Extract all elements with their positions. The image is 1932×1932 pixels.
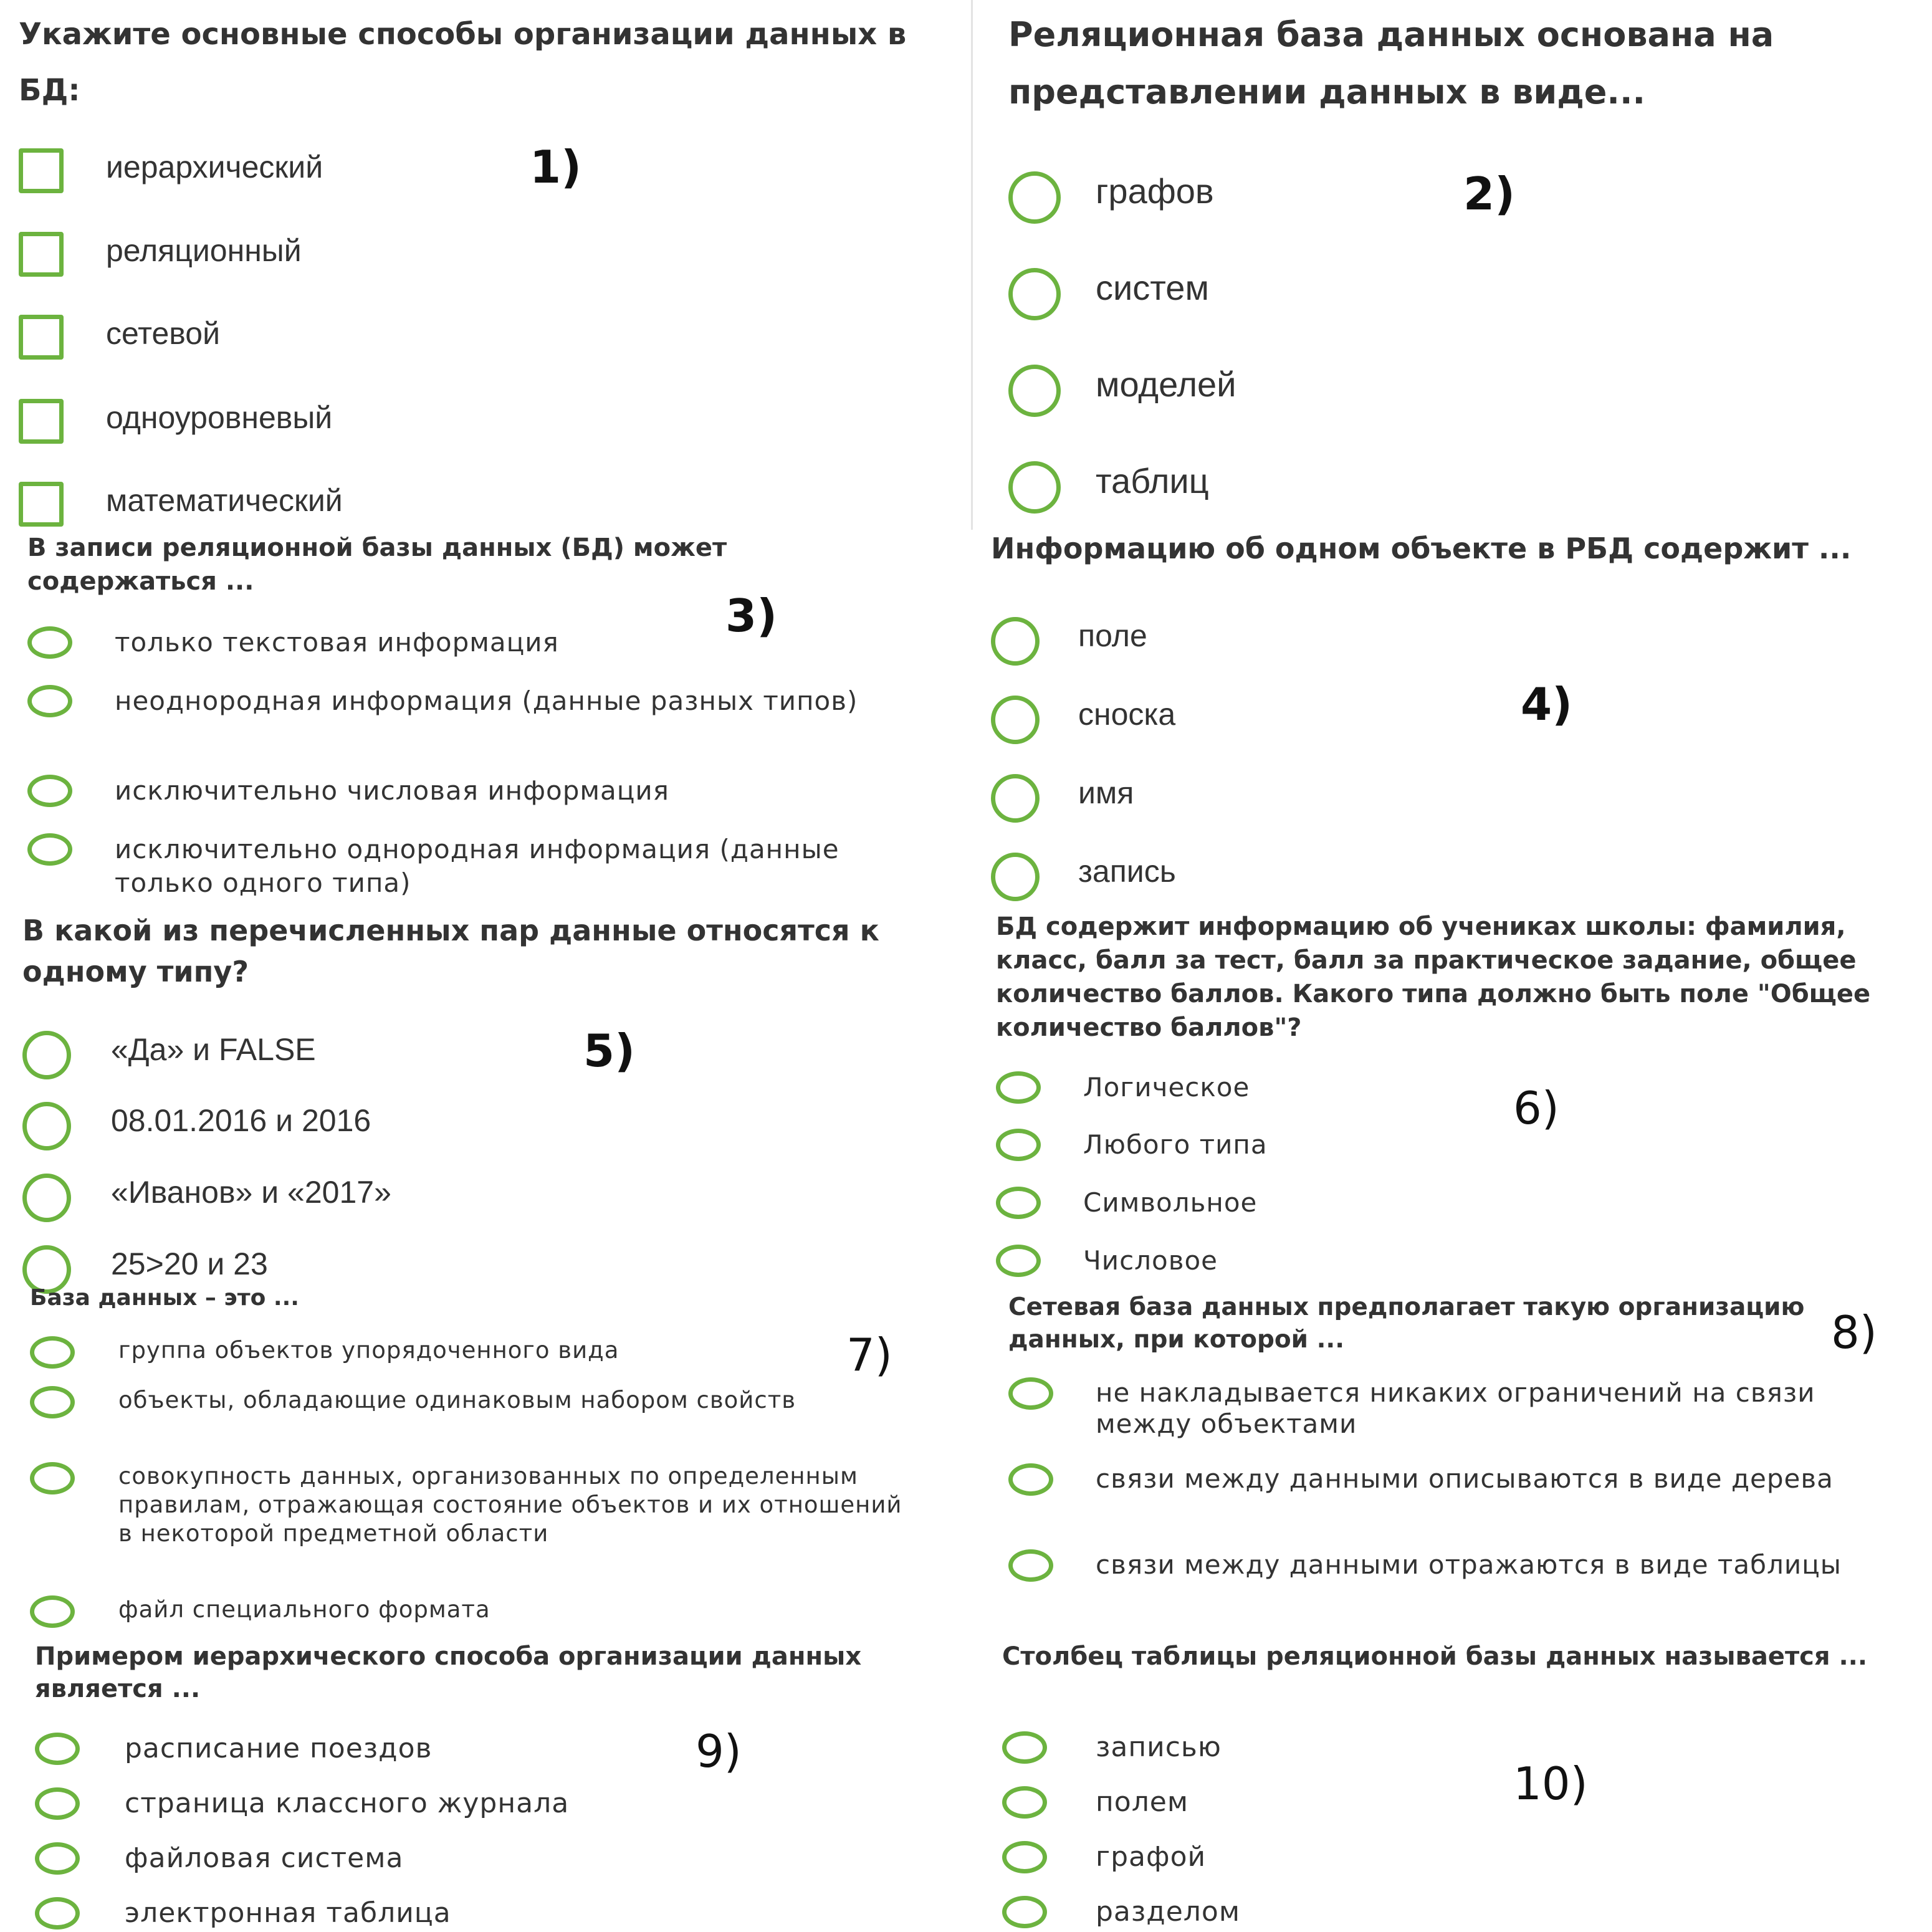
question-number: 4) xyxy=(1521,678,1573,730)
answer-option-2[interactable] xyxy=(27,684,912,718)
question-7 xyxy=(30,1284,927,1683)
answer-option-label: объекты, обладающие одинаковым набором свойств xyxy=(118,1387,796,1413)
checkbox-icon[interactable] xyxy=(19,315,64,360)
question-number: 7) xyxy=(846,1329,892,1381)
radio-button-icon[interactable] xyxy=(1008,1377,1053,1410)
column-divider xyxy=(971,0,973,530)
radio-button-icon[interactable] xyxy=(1008,461,1061,514)
question-9 xyxy=(35,1640,932,1932)
radio-button-icon[interactable] xyxy=(991,696,1040,744)
answer-option-label: иерархический xyxy=(106,150,323,184)
answer-option-label: файловая система xyxy=(125,1842,404,1874)
answer-option-label: исключительно однородная информация (данные только одного типа) xyxy=(115,834,839,898)
question-text: Реляционная база данных основана на представлении данных в виде... xyxy=(1008,15,1774,112)
answer-option-4[interactable] xyxy=(35,1897,920,1930)
answer-option-4[interactable] xyxy=(30,1595,915,1628)
question-text: В какой из перечисленных пар данные относятся к одному типу? xyxy=(22,914,879,988)
radio-button-icon[interactable] xyxy=(30,1386,75,1418)
question-2 xyxy=(1008,6,1906,548)
radio-button-icon[interactable] xyxy=(22,1174,71,1222)
answer-option-label: связи между данными отражаются в виде таблицы xyxy=(1096,1549,1842,1580)
answer-option-label: «Да» и FALSE xyxy=(111,1032,316,1067)
answer-option-3[interactable] xyxy=(991,774,1901,823)
question-text: База данных – это ... xyxy=(30,1285,299,1311)
answer-option-label: 08.01.2016 и 2016 xyxy=(111,1103,371,1138)
answer-option-label: сноска xyxy=(1078,697,1176,732)
checkbox-icon[interactable] xyxy=(19,148,64,193)
answer-option-3[interactable] xyxy=(35,1842,920,1875)
radio-button-icon[interactable] xyxy=(991,774,1040,823)
answer-option-label: графов xyxy=(1096,171,1214,211)
answer-option-label: поле xyxy=(1078,618,1147,653)
radio-button-icon[interactable] xyxy=(991,853,1040,901)
answer-option-2[interactable] xyxy=(22,1102,926,1150)
answer-option-label: сетевой xyxy=(106,316,221,351)
answer-option-label: «Иванов» и «2017» xyxy=(111,1175,391,1210)
radio-button-icon[interactable] xyxy=(27,833,72,866)
question-number: 2) xyxy=(1463,168,1516,220)
answer-option-label: 25>20 и 23 xyxy=(111,1246,268,1281)
answer-option-2[interactable] xyxy=(1008,268,1893,320)
answer-option-3[interactable] xyxy=(19,315,916,360)
answer-option-1[interactable] xyxy=(27,626,912,659)
answer-option-5[interactable] xyxy=(19,482,916,527)
radio-button-icon[interactable] xyxy=(30,1462,75,1494)
answer-option-1[interactable] xyxy=(996,1071,1906,1104)
radio-button-icon[interactable] xyxy=(1002,1731,1047,1764)
answer-option-3[interactable] xyxy=(22,1174,926,1222)
question-8 xyxy=(1008,1291,1906,1637)
answer-option-label: Символьное xyxy=(1083,1187,1258,1218)
answer-option-4[interactable] xyxy=(1008,461,1893,514)
question-number: 3) xyxy=(725,590,778,642)
answer-option-label: одноуровневый xyxy=(106,400,333,435)
question-text: Столбец таблицы реляционной базы данных называется ... xyxy=(1002,1642,1868,1671)
radio-button-icon[interactable] xyxy=(996,1071,1041,1104)
answer-option-1[interactable] xyxy=(19,148,916,193)
radio-button-icon[interactable] xyxy=(1002,1841,1047,1873)
answer-option-label: моделей xyxy=(1096,365,1236,404)
question-5 xyxy=(22,910,939,1332)
radio-button-icon[interactable] xyxy=(1008,1549,1053,1582)
radio-button-icon[interactable] xyxy=(1002,1786,1047,1819)
checkbox-icon[interactable] xyxy=(19,232,64,277)
answer-option-4[interactable] xyxy=(996,1244,1906,1278)
radio-button-icon[interactable] xyxy=(35,1842,80,1875)
answer-option-3[interactable] xyxy=(1008,365,1893,417)
question-text: В записи реляционной базы данных (БД) может содержаться ... xyxy=(27,533,727,596)
question-1 xyxy=(19,6,929,569)
checkbox-icon[interactable] xyxy=(19,399,64,444)
question-text: Сетевая база данных предполагает такую организацию данных, при которой ... xyxy=(1008,1293,1805,1354)
answer-option-label: записью xyxy=(1096,1731,1222,1763)
radio-button-icon[interactable] xyxy=(27,775,72,807)
radio-button-icon[interactable] xyxy=(35,1733,80,1765)
answer-option-label: совокупность данных, организованных по определенным правилам, отражающая состояние объектов и их отношений в некоторой предметной области xyxy=(118,1463,902,1547)
question-6 xyxy=(996,910,1918,1331)
answer-option-label: математический xyxy=(106,483,343,518)
radio-button-icon[interactable] xyxy=(27,626,72,659)
answer-option-label: связи между данными описываются в виде дерева xyxy=(1096,1463,1834,1494)
question-text: Примером иерархического способа организации данных является ... xyxy=(35,1642,862,1703)
answer-option-3[interactable] xyxy=(996,1186,1906,1220)
answer-option-label: реляционный xyxy=(106,233,302,268)
radio-button-icon[interactable] xyxy=(22,1031,71,1079)
answer-option-label: графой xyxy=(1096,1841,1207,1873)
radio-button-icon[interactable] xyxy=(991,617,1040,666)
question-text: БД содержит информацию об учениках школы: фамилия, класс, балл за тест, балл за практическое задание, общее количество баллов. Какого типа должно быть поле "Общее количество баллов"? xyxy=(996,912,1871,1042)
answer-option-label: запись xyxy=(1078,854,1176,889)
answer-option-4[interactable] xyxy=(1002,1896,1887,1928)
radio-button-icon[interactable] xyxy=(996,1245,1041,1277)
radio-button-icon[interactable] xyxy=(30,1336,75,1369)
answer-option-label: электронная таблица xyxy=(125,1897,451,1929)
radio-button-icon[interactable] xyxy=(30,1595,75,1628)
answer-option-3[interactable] xyxy=(1008,1549,1893,1582)
answer-option-label: Любого типа xyxy=(1083,1129,1268,1160)
answer-option-label: расписание поездов xyxy=(125,1733,433,1764)
question-10 xyxy=(1002,1640,1900,1932)
radio-button-icon[interactable] xyxy=(35,1897,80,1930)
answer-option-label: систем xyxy=(1096,268,1209,307)
question-number: 8) xyxy=(1831,1306,1877,1359)
question-number: 10) xyxy=(1513,1757,1588,1810)
answer-option-1[interactable] xyxy=(991,617,1901,666)
radio-button-icon[interactable] xyxy=(35,1787,80,1820)
radio-button-icon[interactable] xyxy=(1008,268,1061,320)
answer-option-2[interactable] xyxy=(30,1386,915,1418)
answer-option-2[interactable] xyxy=(19,232,916,277)
answer-option-label: имя xyxy=(1078,775,1134,810)
answer-option-2[interactable] xyxy=(1008,1463,1893,1496)
question-number: 6) xyxy=(1513,1082,1559,1134)
answer-option-1[interactable] xyxy=(30,1336,915,1369)
answer-option-label: разделом xyxy=(1096,1896,1241,1928)
question-number: 1) xyxy=(530,141,582,193)
question-text: Информацию об одном объекте в РБД содержит ... xyxy=(991,532,1852,565)
answer-option-label: только текстовая информация xyxy=(115,627,559,658)
answer-option-3[interactable] xyxy=(1002,1841,1887,1873)
checkbox-icon[interactable] xyxy=(19,482,64,527)
radio-button-icon[interactable] xyxy=(996,1187,1041,1219)
radio-button-icon[interactable] xyxy=(1002,1896,1047,1928)
answer-option-label: таблиц xyxy=(1096,461,1209,500)
answer-option-label: не накладывается никаких ограничений на связи между объектами xyxy=(1096,1377,1815,1439)
answer-option-label: страница классного журнала xyxy=(125,1787,570,1819)
answer-option-2[interactable] xyxy=(1002,1786,1887,1819)
answer-option-label: Логическое xyxy=(1083,1072,1250,1102)
radio-button-icon[interactable] xyxy=(1008,365,1061,417)
answer-option-4[interactable] xyxy=(991,853,1901,901)
answer-option-2[interactable] xyxy=(996,1128,1906,1162)
answer-option-label: полем xyxy=(1096,1786,1189,1818)
answer-option-label: неоднородная информация (данные разных типов) xyxy=(115,686,858,716)
answer-option-1[interactable] xyxy=(1002,1731,1887,1764)
question-3 xyxy=(27,531,925,920)
radio-button-icon[interactable] xyxy=(27,685,72,717)
answer-option-label: файл специального формата xyxy=(118,1596,490,1623)
answer-option-label: Числовое xyxy=(1083,1245,1218,1276)
answer-option-label: группа объектов упорядоченного вида xyxy=(118,1337,619,1364)
answer-option-1[interactable] xyxy=(35,1733,920,1765)
answer-option-1[interactable] xyxy=(1008,168,1893,224)
answer-option-3[interactable] xyxy=(30,1462,915,1548)
answer-option-1[interactable] xyxy=(1008,1377,1893,1440)
answer-option-3[interactable] xyxy=(27,774,912,808)
answer-option-1[interactable] xyxy=(22,1031,926,1079)
question-number: 9) xyxy=(696,1725,742,1777)
answer-option-4[interactable] xyxy=(27,833,912,900)
answer-option-2[interactable] xyxy=(991,696,1901,744)
question-text: Укажите основные способы организации данных в БД: xyxy=(19,17,907,108)
radio-button-icon[interactable] xyxy=(22,1102,71,1150)
answer-option-label: исключительно числовая информация xyxy=(115,775,669,806)
answer-option-4[interactable] xyxy=(19,399,916,444)
radio-button-icon[interactable] xyxy=(1008,1463,1053,1496)
radio-button-icon[interactable] xyxy=(996,1129,1041,1161)
radio-button-icon[interactable] xyxy=(1008,171,1061,224)
question-number: 5) xyxy=(583,1025,636,1077)
question-4 xyxy=(991,531,1913,940)
answer-option-2[interactable] xyxy=(35,1787,920,1820)
